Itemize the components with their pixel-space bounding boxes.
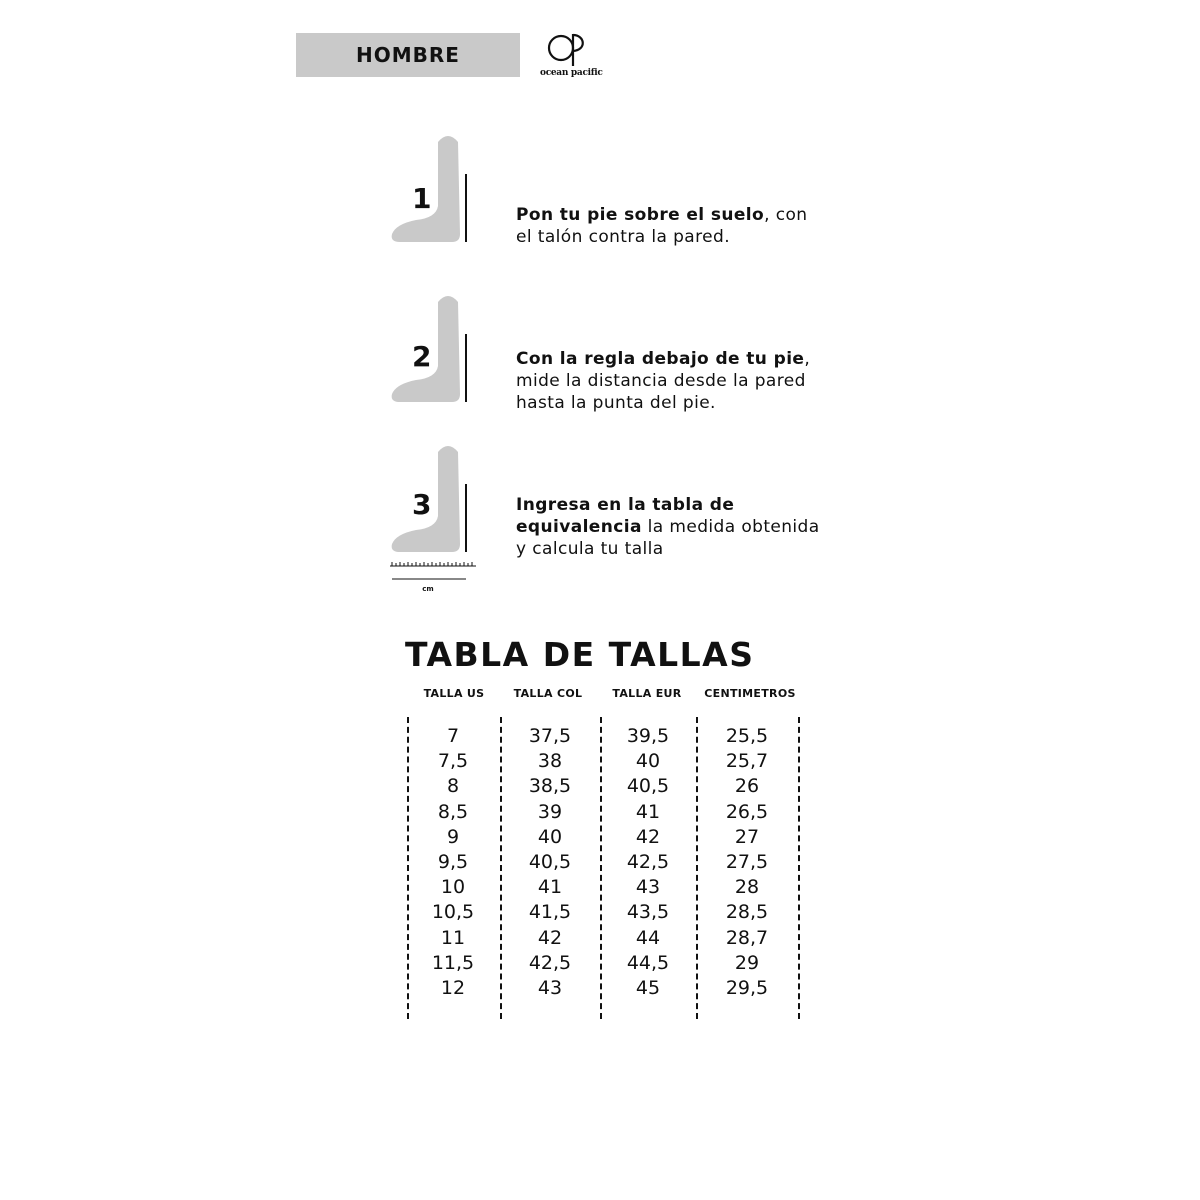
op-logo-icon [540,30,600,70]
table-cell: 43 [635,876,661,899]
table-cell: 42 [635,825,661,848]
step-instruction [516,494,826,560]
step-instruction-bold: Ingresa en la tabla de equivalencia [516,495,735,537]
step-number: 3 [412,488,432,521]
table-cell: 40 [635,750,661,773]
column-eur-values [603,724,693,1001]
step-instruction [516,348,826,414]
table-divider [798,717,800,1019]
table-divider [500,717,502,1019]
table-cell: 9 [446,825,460,848]
table-divider [696,717,698,1019]
table-cell: 28 [734,876,760,899]
table-divider [407,717,409,1019]
table-cell: 28,7 [725,926,769,949]
step-instruction [516,204,826,248]
column-header-eur: TALLA EUR [612,687,682,700]
step-instruction-bold: Con la regla debajo de tu pie [516,349,805,369]
size-table-title: TABLA DE TALLAS [405,635,755,674]
column-col-values [503,724,597,1001]
table-divider [600,717,602,1019]
table-cell: 11,5 [431,951,475,974]
table-cell: 29,5 [725,976,769,999]
foot-against-wall-icon [380,290,490,410]
table-cell: 40 [537,825,563,848]
step-number: 2 [412,340,432,373]
brand-logo-text: ocean pacific [540,68,603,78]
table-cell: 45 [635,976,661,999]
step-number: 1 [412,182,432,215]
step-1 [380,130,840,250]
table-cell: 39 [537,800,563,823]
step-2 [380,290,840,413]
gender-tab-label: HOMBRE [356,43,460,67]
table-cell: 38 [537,750,563,773]
table-cell: 8 [446,775,460,798]
table-cell: 7,5 [437,750,469,773]
table-cell: 11 [440,926,466,949]
table-cell: 42,5 [528,951,572,974]
table-cell: 40,5 [528,850,572,873]
table-cell: 38,5 [528,775,572,798]
table-cell: 42 [537,926,563,949]
brand-logo [540,30,603,82]
table-cell: 26 [734,775,760,798]
table-cell: 26,5 [725,800,769,823]
column-header-col: TALLA COL [513,687,583,700]
foot-against-wall-icon [380,130,490,250]
table-cell: 44 [635,926,661,949]
step-instruction-bold: Pon tu pie sobre el suelo [516,205,765,225]
step-instruction-rest: la medida obtenida y calcula tu talla [516,517,820,559]
table-cell: 43,5 [626,901,670,924]
table-cell: 43 [537,976,563,999]
table-cell: 9,5 [437,850,469,873]
step-instruction-rest: , con el talón contra la pared. [516,205,808,247]
column-header-us: TALLA US [423,687,485,700]
table-cell: 10,5 [431,901,475,924]
table-cell: 41 [537,876,563,899]
table-cell: 29 [734,951,760,974]
table-cell: 25,5 [725,725,769,747]
step-instruction-rest: , mide la distancia desde la pared hasta la punta del pie. [516,349,811,413]
table-cell: 39,5 [626,725,670,747]
table-cell: 12 [440,976,466,999]
table-cell: 41 [635,800,661,823]
table-cell: 8,5 [437,800,469,823]
table-cell: 27,5 [725,850,769,873]
table-cell: 37,5 [528,725,572,747]
column-header-cm: CENTIMETROS [704,687,796,700]
table-cell: 7 [446,725,460,747]
table-cell: 25,7 [725,750,769,773]
foot-with-ruler-icon [380,440,490,600]
table-cell: 44,5 [626,951,670,974]
step-3 [380,440,840,600]
table-cell: 27 [734,825,760,848]
table-cell: 10 [440,876,466,899]
column-cm-values [699,724,795,1001]
table-cell: 41,5 [528,901,572,924]
table-cell: 28,5 [725,901,769,924]
column-us-values [410,724,496,1001]
table-cell: 42,5 [626,850,670,873]
gender-tab [296,33,520,77]
table-cell: 40,5 [626,775,670,798]
ruler-unit-label: cm [422,585,434,593]
